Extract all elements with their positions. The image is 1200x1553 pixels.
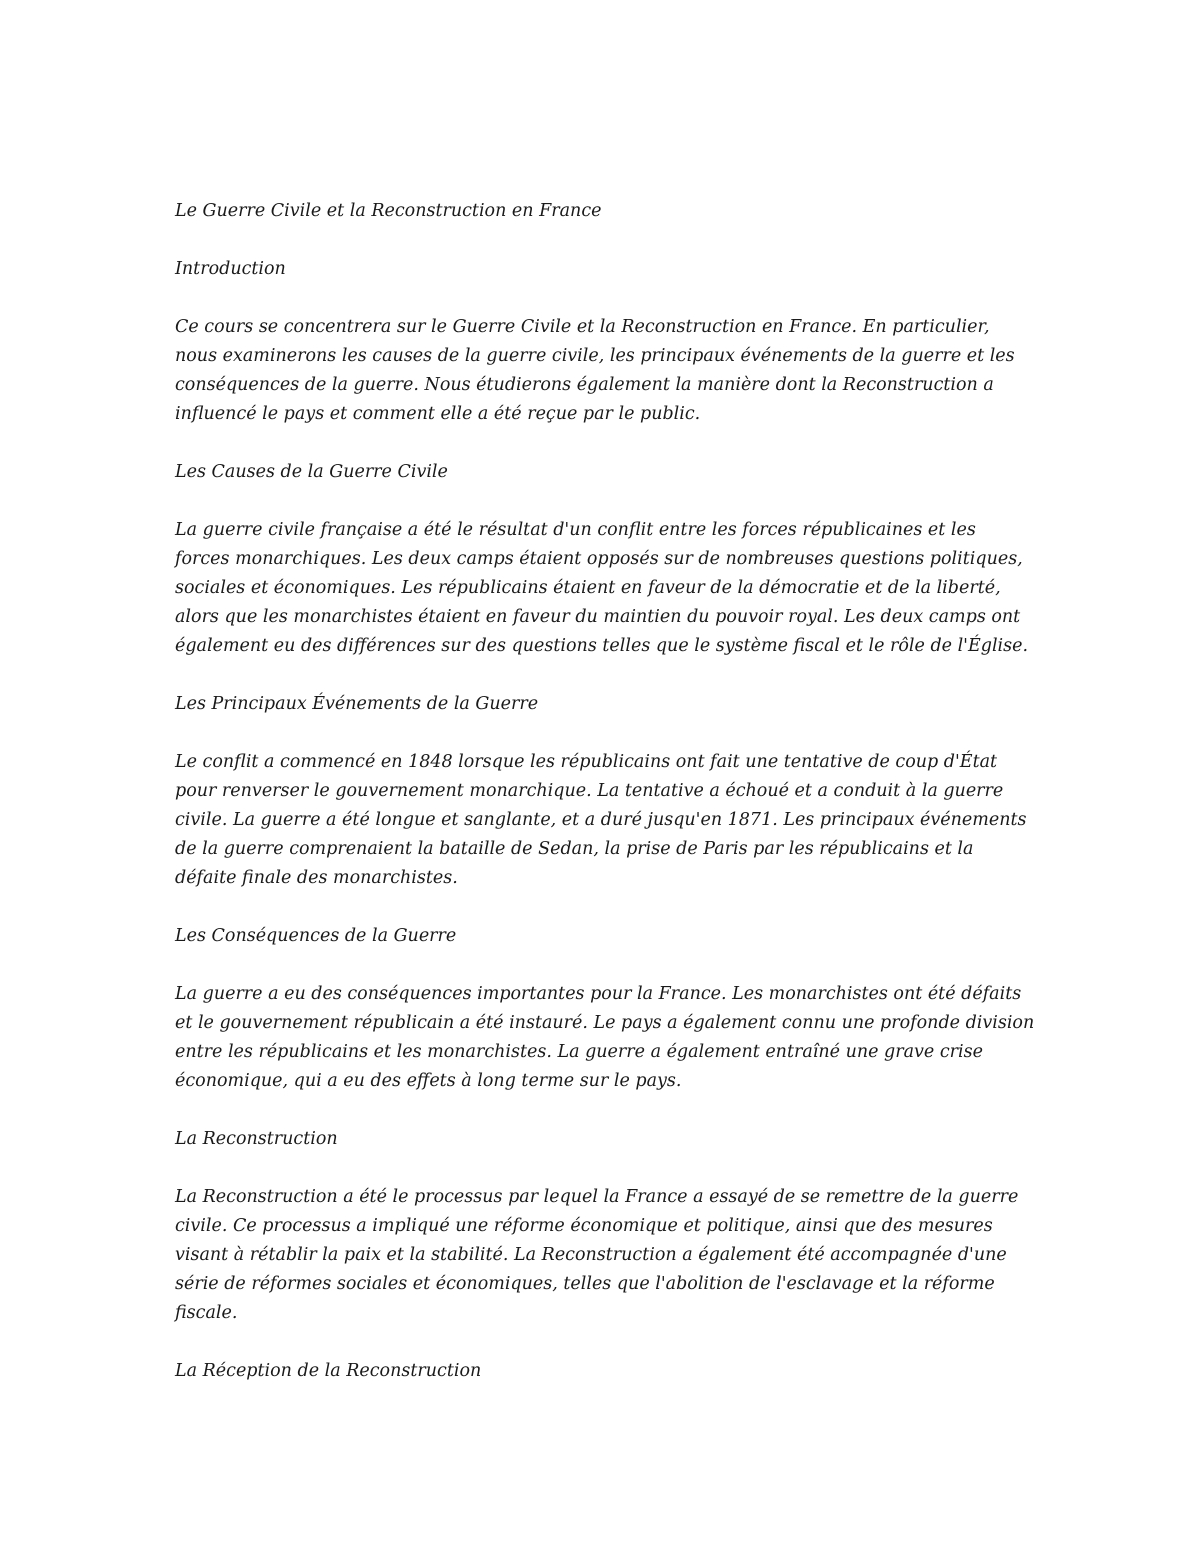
document-body [175, 197, 1035, 1415]
section-heading-events: Les Principaux Événements de la Guerre [175, 694, 539, 714]
section-heading-reconstruction: La Reconstruction [175, 1129, 338, 1149]
section-body-causes: La guerre civile française a été le résultat d'un conflit entre les forces républicaines et les forces monarchiques. Les deux camps étaient opposés sur de nombreuses questions politiques, sociales et économiques. Les républicains étaient en faveur de la démocratie et de la liberté, alors que les monarchistes étaient en faveur du maintien du pouvoir royal. Les deux camps ont également eu des différences sur des questions telles que le système fiscal et le rôle de l'Église. [175, 520, 1029, 656]
section-heading-causes: Les Causes de la Guerre Civile [175, 462, 448, 482]
section-heading-consequences: Les Conséquences de la Guerre [175, 926, 457, 946]
section-body-introduction: Ce cours se concentrera sur le Guerre Civile et la Reconstruction en France. En particulier, nous examinerons les causes de la guerre civile, les principaux événements de la guerre et les conséquences de la guerre. Nous étudierons également la manière dont la Reconstruction a influencé le pays et comment elle a été reçue par le public. [175, 317, 1015, 424]
section-body-reconstruction: La Reconstruction a été le processus par lequel la France a essayé de se remettre de la guerre civile. Ce processus a impliqué une réforme économique et politique, ainsi que des mesures visant à rétablir la paix et la stabilité. La Reconstruction a également été accompagnée d'une série de réformes sociales et économiques, telles que l'abolition de l'esclavage et la réforme fiscale. [175, 1187, 1019, 1323]
section-heading-introduction: Introduction [175, 259, 286, 279]
document-title: Le Guerre Civile et la Reconstruction en France [175, 201, 602, 221]
section-body-consequences: La guerre a eu des conséquences importantes pour la France. Les monarchistes ont été défaits et le gouvernement républicain a été instauré. Le pays a également connu une profonde division entre les républicains et les monarchistes. La guerre a également entraîné une grave crise économique, qui a eu des effets à long terme sur le pays. [175, 984, 1035, 1091]
section-heading-reception: La Réception de la Reconstruction [175, 1361, 482, 1381]
section-body-events: Le conflit a commencé en 1848 lorsque les républicains ont fait une tentative de coup d'État pour renverser le gouvernement monarchique. La tentative a échoué et a conduit à la guerre civile. La guerre a été longue et sanglante, et a duré jusqu'en 1871. Les principaux événements de la guerre comprenaient la bataille de Sedan, la prise de Paris par les républicains et la défaite finale des monarchistes. [175, 752, 1027, 888]
